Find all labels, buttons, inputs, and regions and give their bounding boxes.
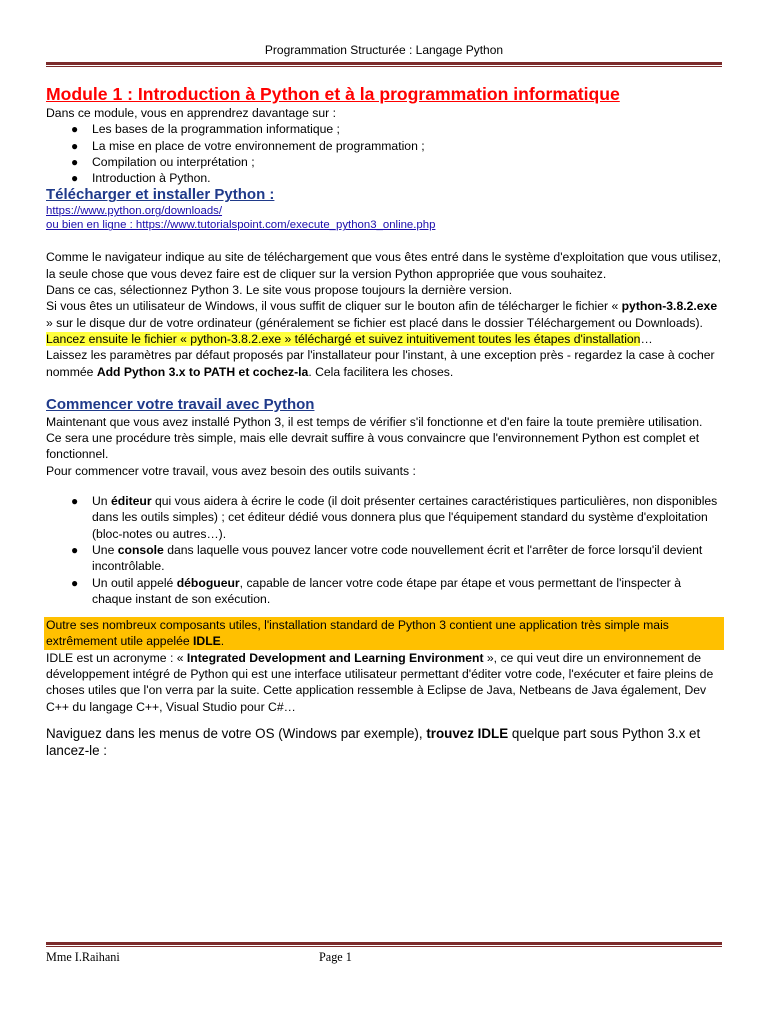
list-item: ● Compilation ou interprétation ; bbox=[71, 154, 255, 169]
start-paragraph: Pour commencer votre travail, vous avez besoin des outils suivants : bbox=[46, 463, 416, 478]
start-heading: Commencer votre travail avec Python bbox=[46, 395, 315, 413]
start-paragraph: Maintenant que vous avez installé Python 3, il est temps de vérifier s'il fonctionne et d'en faire la toute première utilisation. bbox=[46, 414, 703, 429]
idle-acronym-paragraph: IDLE est un acronyme : « Integrated Development and Learning Environment », ce qui veut dire un environnement de développement intégré de Python qui est une interface utilisateur permettant d'éditer votre code, l'exécuter et faire pleins de choses utiles que l'on verra par la suite. Cette application ressemble à Eclipse de Java, Netbeans de Java également, Dev C++ du langage C++, Visual Studio pour C#… bbox=[46, 650, 714, 714]
list-item: ● Introduction à Python. bbox=[71, 171, 211, 186]
python-downloads-link[interactable]: https://www.python.org/downloads/ bbox=[46, 205, 223, 218]
list-item: ● Une console dans laquelle vous pouvez lancer votre code nouvellement écrit et l'arrêter de force lorsqu'il devient incontrôlable. bbox=[71, 542, 703, 574]
list-item: ● Un éditeur qui vous aidera à écrire le code (il doit présenter certaines caractéristiques particulières, non disponibles dans les outils simples) ; cet éditeur dédié vous donnera plus que l'équipement standard du système d'exploitation (bloc-notes ou autres…). bbox=[71, 494, 718, 541]
page-number: Page 1 bbox=[319, 950, 352, 964]
install-paragraph: Si vous êtes un utilisateur de Windows, il vous suffit de cliquer sur le bouton afin de télécharger le fichier « python-3.8.2.exe » sur le disque dur de votre ordinateur (généralement se fichier est placé dans le dossier Téléchargement ou Downloads). bbox=[46, 299, 718, 330]
install-paragraph: Comme le navigateur indique au site de téléchargement que vous êtes entré dans le système d'exploitation que vous utilisez, la seule chose que vous devez faire est de cliquer sur la version Python appropriée que vous souhaitez. bbox=[46, 250, 722, 281]
bullet-icon: ● bbox=[71, 494, 79, 509]
module-title: Module 1 : Introduction à Python et à la programmation informatique bbox=[46, 84, 620, 104]
tools-list bbox=[46, 493, 724, 607]
start-paragraph: Ce sera une procédure très simple, mais elle devrait suffire à vous convaincre que l'environnement Python est complet et fonctionnel. bbox=[46, 431, 700, 462]
header-rule bbox=[46, 62, 722, 67]
bullet-icon: ● bbox=[71, 542, 79, 557]
online-python-link[interactable]: ou bien en ligne : https://www.tutorialspoint.com/execute_python3_online.php bbox=[46, 219, 436, 232]
bullet-icon: ● bbox=[71, 138, 79, 153]
install-heading: Télécharger et installer Python : bbox=[46, 186, 275, 204]
footer-author: Mme I.Raihani bbox=[46, 950, 120, 964]
install-paragraph: Laissez les paramètres par défaut proposés par l'installateur pour l'instant, à une exception près - regardez la case à cocher nommée Add Python 3.x to PATH et cochez-la. Cela facilitera les choses. bbox=[46, 348, 715, 379]
list-item: ● Un outil appelé débogueur, capable de lancer votre code étape par étape et vous permettant de l'inspecter à chaque instant de son exécution. bbox=[71, 575, 682, 606]
list-item: ● La mise en place de votre environnement de programmation ; bbox=[71, 138, 425, 153]
page-body bbox=[46, 84, 724, 759]
idle-highlight: Outre ses nombreux composants utiles, l'installation standard de Python 3 contient une application très simple mais extrêmement utile appelée IDLE. bbox=[44, 617, 724, 650]
list-item: ● Les bases de la programmation informatique ; bbox=[71, 122, 340, 137]
module-intro: Dans ce module, vous en apprendrez davantage sur : bbox=[46, 106, 336, 120]
bullet-icon: ● bbox=[71, 154, 79, 169]
bullet-icon: ● bbox=[71, 575, 79, 590]
page-header: Programmation Structurée : Langage Python bbox=[264, 43, 504, 57]
install-highlight: Lancez ensuite le fichier « python-3.8.2.exe » téléchargé et suivez intuitivement toutes les étapes d'installation… bbox=[46, 331, 653, 346]
module-topics-list bbox=[46, 121, 724, 186]
install-paragraph: Dans ce cas, sélectionnez Python 3. Le site vous propose toujours la dernière version. bbox=[46, 283, 513, 298]
footer-rule bbox=[46, 942, 722, 947]
bullet-icon: ● bbox=[71, 122, 79, 137]
navigate-paragraph: Naviguez dans les menus de votre OS (Windows par exemple), trouvez IDLE quelque part sous Python 3.x et lancez-le : bbox=[46, 725, 701, 758]
bullet-icon: ● bbox=[71, 171, 79, 186]
